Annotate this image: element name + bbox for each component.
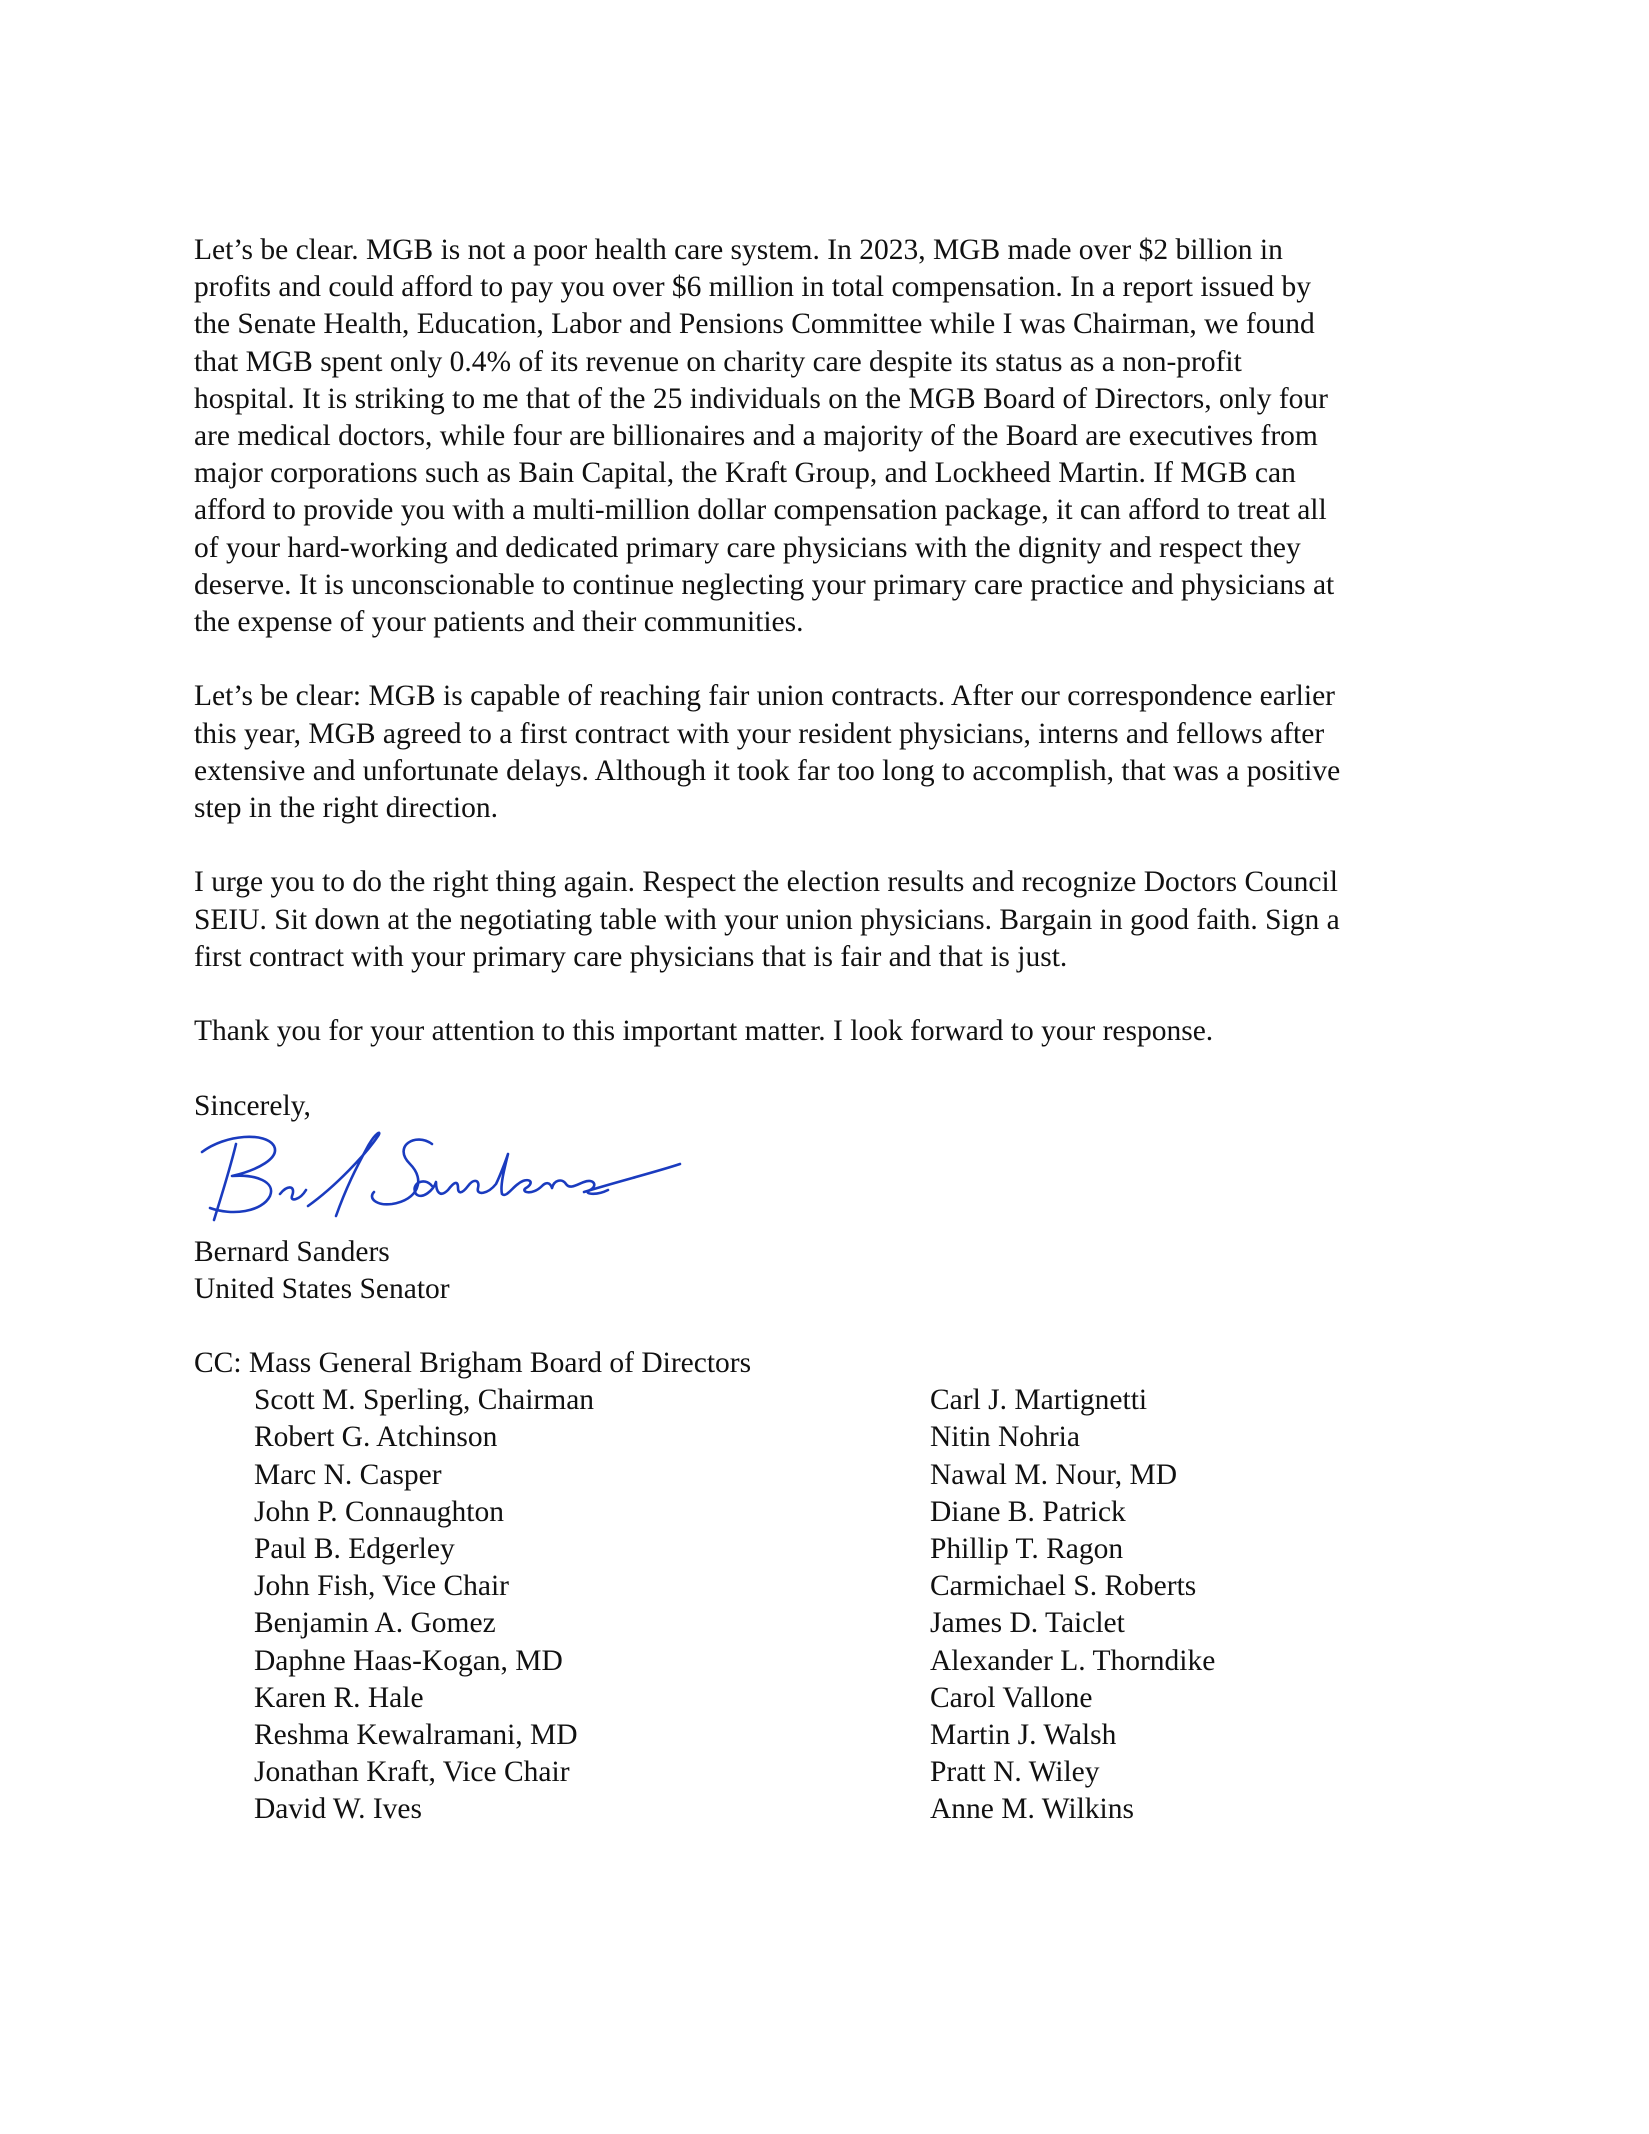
cc-recipient: David W. Ives	[254, 1793, 422, 1826]
cc-list	[194, 1345, 1294, 1826]
text-line: deserve. It is unconscionable to continue neglecting your primary care practice and physicians at	[194, 568, 1335, 601]
signature	[196, 1124, 686, 1232]
text-line: SEIU. Sit down at the negotiating table with your union physicians. Bargain in good faith. Sign a	[194, 903, 1340, 936]
text-line: Let’s be clear. MGB is not a poor health care system. In 2023, MGB made over $2 billion in	[194, 234, 1283, 266]
cc-recipient: Nitin Nohria	[930, 1421, 1080, 1454]
text-line: the expense of your patients and their communities.	[194, 606, 804, 639]
text-line: this year, MGB agreed to a first contract with your resident physicians, interns and fellows after	[194, 717, 1325, 750]
text-line: hospital. It is striking to me that of the 25 individuals on the MGB Board of Directors, only four	[194, 382, 1328, 415]
closing: Sincerely,	[194, 1089, 311, 1122]
cc-recipient: Reshma Kewalramani, MD	[254, 1719, 578, 1752]
cc-recipient: Alexander L. Thorndike	[930, 1644, 1216, 1677]
text-line: afford to provide you with a multi-million dollar compensation package, it can afford to treat all	[194, 494, 1327, 527]
signer-title: United States Senator	[194, 1273, 450, 1306]
text-line: step in the right direction.	[194, 792, 498, 825]
text-line: are medical doctors, while four are billionaires and a majority of the Board are executives from	[194, 420, 1318, 453]
cc-recipient: Benjamin A. Gomez	[254, 1607, 496, 1640]
cc-recipient: Marc N. Casper	[254, 1458, 442, 1491]
text-line: extensive and unfortunate delays. Although it took far too long to accomplish, that was a positive	[194, 754, 1341, 787]
cc-recipient: Paul B. Edgerley	[254, 1533, 455, 1565]
paragraph-urge	[194, 864, 1464, 976]
text-line: profits and could afford to pay you over $6 million in total compensation. In a report issued by	[194, 271, 1311, 304]
cc-recipient: Carl J. Martignetti	[930, 1384, 1148, 1417]
cc-recipient: Carmichael S. Roberts	[930, 1570, 1197, 1603]
cc-recipient: Robert G. Atchinson	[254, 1421, 498, 1454]
cc-heading: CC: Mass General Brigham Board of Directors	[194, 1347, 752, 1379]
letter-body	[194, 232, 1464, 1125]
signer-name: Bernard Sanders	[194, 1236, 390, 1268]
cc-recipient: Phillip T. Ragon	[930, 1533, 1124, 1565]
text-line: Thank you for your attention to this important matter. I look forward to your response.	[194, 1015, 1214, 1048]
cc-recipient: Diane B. Patrick	[930, 1495, 1126, 1528]
paragraph-profits	[194, 232, 1464, 641]
cc-column-left	[254, 1382, 594, 1828]
cc-recipient: James D. Taiclet	[930, 1607, 1125, 1640]
paragraph-thanks	[194, 1013, 1464, 1050]
cc-column-right	[930, 1382, 1215, 1828]
text-line: that MGB spent only 0.4% of its revenue on charity care despite its status as a non-profit	[194, 345, 1242, 378]
cc-recipient: Nawal M. Nour, MD	[930, 1458, 1178, 1491]
text-line: major corporations such as Bain Capital, the Kraft Group, and Lockheed Martin. If MGB can	[194, 457, 1296, 490]
signer-block	[194, 1234, 450, 1308]
text-line: the Senate Health, Education, Labor and Pensions Committee while I was Chairman, we found	[194, 308, 1315, 341]
cc-recipient: Daphne Haas-Kogan, MD	[254, 1644, 563, 1677]
text-line: Let’s be clear: MGB is capable of reaching fair union contracts. After our correspondence earlier	[194, 680, 1335, 713]
text-line: I urge you to do the right thing again. Respect the election results and recognize Doctors Council	[194, 866, 1338, 899]
text-line: first contract with your primary care physicians that is fair and that is just.	[194, 940, 1068, 973]
cc-recipient: Carol Vallone	[930, 1681, 1093, 1714]
cc-recipient: Pratt N. Wiley	[930, 1756, 1100, 1789]
cc-recipient: Scott M. Sperling, Chairman	[254, 1384, 595, 1417]
paragraph-union-contracts	[194, 678, 1464, 827]
cc-recipient: John P. Connaughton	[254, 1495, 504, 1528]
cc-recipient: Karen R. Hale	[254, 1681, 424, 1714]
cc-recipient: Jonathan Kraft, Vice Chair	[254, 1756, 570, 1789]
text-line: of your hard-working and dedicated primary care physicians with the dignity and respect they	[194, 531, 1301, 564]
cc-recipient: John Fish, Vice Chair	[254, 1570, 509, 1603]
cc-recipient: Anne M. Wilkins	[930, 1793, 1134, 1826]
cc-recipient: Martin J. Walsh	[930, 1719, 1117, 1752]
